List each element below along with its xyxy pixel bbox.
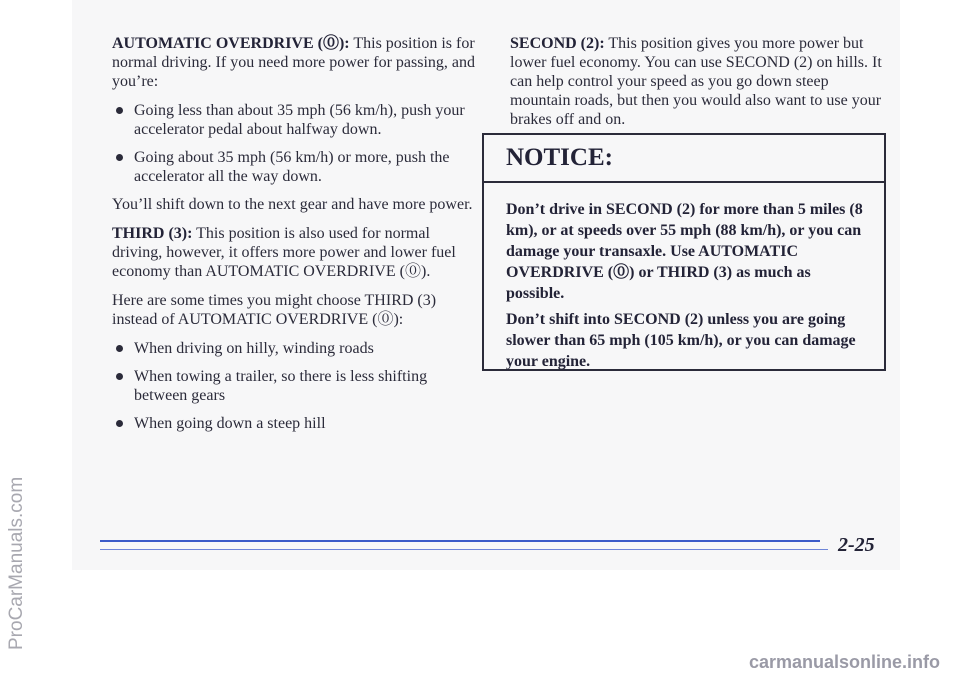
footer-watermark: carmanualsonline.info	[748, 652, 940, 672]
third-text: This position is also used for normal driving, however, it offers more power and lower fuel economy than AUTOMATIC OVERDRIVE (⓪).	[112, 225, 456, 280]
bullet-icon	[116, 107, 123, 114]
right-column	[510, 34, 890, 139]
bullet-icon	[116, 345, 123, 352]
bullet-text: Going about 35 mph (56 km/h) or more, push the accelerator all the way down.	[134, 149, 450, 185]
second-text: This position gives you more power but lower fuel economy. You can use SECOND (2) on hills. It can help control your speed as you go down steep mountain roads, but then you would also want to use your brakes off and on.	[510, 35, 882, 128]
choose-third-paragraph: Here are some times you might choose THIRD (3) instead of AUTOMATIC OVERDRIVE (⓪):	[112, 292, 437, 328]
second-paragraph	[510, 34, 890, 129]
notice-body	[484, 183, 884, 372]
list-item	[112, 367, 484, 405]
automatic-overdrive-paragraph	[112, 34, 484, 91]
bullet-text: When going down a steep hill	[134, 415, 326, 432]
second-label: SECOND (2):	[510, 35, 605, 52]
bullet-text: When towing a trailer, so there is less shifting between gears	[134, 368, 428, 404]
bullet-text: When driving on hilly, winding roads	[134, 340, 374, 357]
page-number: 2-25	[838, 534, 875, 556]
bullet-icon	[116, 373, 123, 380]
third-label: THIRD (3):	[112, 225, 193, 242]
bullet-icon	[116, 154, 123, 161]
list-item	[112, 339, 484, 358]
bullet-text: Going less than about 35 mph (56 km/h), push your accelerator pedal about halfway down.	[134, 102, 465, 138]
list-item	[112, 148, 484, 186]
automatic-overdrive-label: AUTOMATIC OVERDRIVE (⓪):	[112, 35, 350, 52]
notice-title: NOTICE:	[484, 135, 884, 183]
footer-rule	[100, 540, 820, 542]
notice-paragraph-2: Don’t shift into SECOND (2) unless you are going slower than 65 mph (105 km/h), or you can damage your engine.	[506, 311, 856, 370]
shift-down-paragraph: You’ll shift down to the next gear and have more power.	[112, 196, 473, 213]
footer-rule-thin	[100, 549, 828, 550]
side-watermark-text: ProCarManuals.com	[6, 476, 27, 650]
bullet-icon	[116, 420, 123, 427]
third-paragraph	[112, 224, 484, 281]
notice-paragraph-1: Don’t drive in SECOND (2) for more than 5 miles (8 km), or at speeds over 55 mph (88 km/h), or you can damage your transaxle. Use AUTOMATIC OVERDRIVE (⓪) or THIRD (3) as much as possible.	[506, 201, 863, 302]
side-watermark	[4, 180, 30, 650]
automatic-overdrive-text: This position is for normal driving. If you need more power for passing, and you’re:	[112, 35, 476, 90]
list-item	[112, 101, 484, 139]
notice-box	[482, 133, 886, 371]
left-column	[112, 34, 484, 442]
list-item	[112, 414, 484, 433]
